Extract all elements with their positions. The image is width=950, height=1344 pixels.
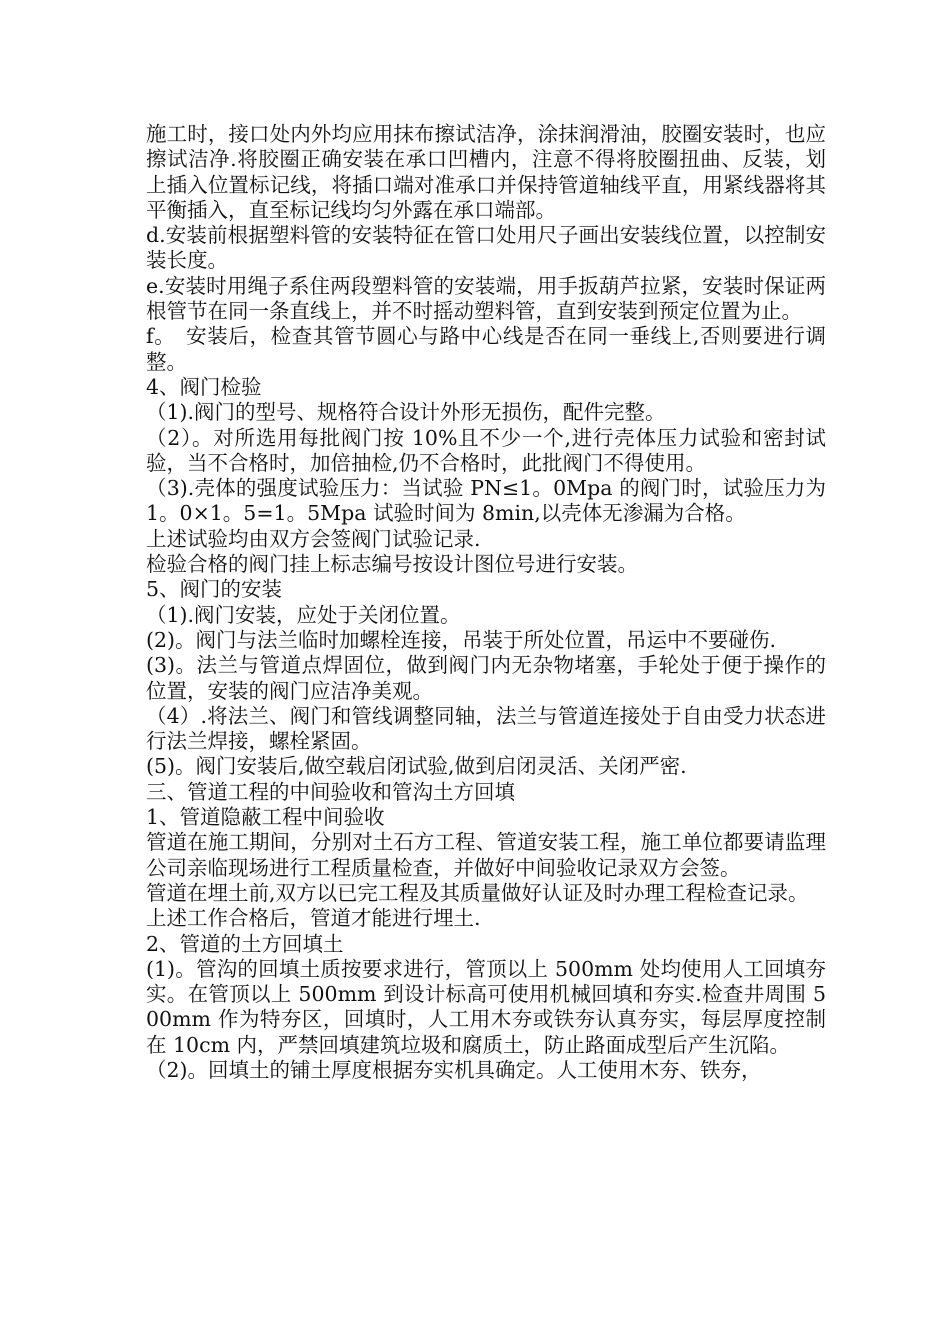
heading-section-three: 三、管道工程的中间验收和管沟土方回填 xyxy=(146,779,515,804)
paragraph-acceptance-qualified: 上述工作合格后，管道才能进行埋土. xyxy=(146,906,481,931)
paragraph-acceptance-before-backfill: 管道在埋土前,双方以已完工程及其质量做好认证及时办理工程检查记录。 xyxy=(146,880,809,905)
document-body xyxy=(146,122,826,1083)
paragraph-valve-test-record: 上述试验均由双方会签阀门试验记录. xyxy=(146,526,481,551)
paragraph-valve-tagging: 检验合格的阀门挂上标志编号按设计图位号进行安装。 xyxy=(146,552,638,577)
paragraph-valve-inspection-2: （2）。对所选用每批阀门按 10%且不少一个,进行壳体压力试验和密封试验，当不合格时，加倍抽检,仍不合格时，此批阀门不得使用。 xyxy=(146,425,826,475)
paragraph-step-f: f。 安装后，检查其管节圆心与路中心线是否在同一垂线上,否则要进行调整。 xyxy=(146,324,826,374)
paragraph-valve-inspection-3: （3).壳体的强度试验压力：当试验 PN≤1。0Mpa 的阀门时，试验压力为 1。0×1。5=1。5Mpa 试验时间为 8min,以壳体无渗漏为合格。 xyxy=(146,476,826,526)
heading-valve-installation: 5、阀门的安装 xyxy=(146,577,283,602)
heading-earth-backfill: 2、管道的土方回填土 xyxy=(146,931,344,956)
paragraph-valve-installation-1: （1).阀门安装，应处于关闭位置。 xyxy=(146,602,461,627)
paragraph-valve-installation-2: (2)。阀门与法兰临时加螺栓连接，吊装于所处位置，吊运中不要碰伤. xyxy=(146,627,777,652)
paragraph-valve-installation-4: （4）.将法兰、阀门和管线调整同轴，法兰与管道连接处于自由受力状态进行法兰焊接，螺栓紧固。 xyxy=(146,703,826,754)
heading-valve-inspection: 4、阀门检验 xyxy=(146,374,262,399)
paragraph-acceptance-inspection: 管道在施工期间，分别对土石方工程、管道安装工程，施工单位都要请监理公司亲临现场进行工程质量检查，并做好中间验收记录双方会签。 xyxy=(146,830,826,880)
paragraph-backfill-2: （2)。回填土的铺土厚度根据夯实机具确定。人工使用木夯、铁夯， xyxy=(146,1057,762,1082)
paragraph-valve-installation-5: (5)。阀门安装后,做空载启闭试验,做到启闭灵活、关闭严密. xyxy=(146,754,687,779)
paragraph-pipe-joint-cleaning: 施工时，接口处内外均应用抹布擦试洁净，涂抹润滑油，胶圈安装时，也应擦试洁净.将胶圈正确安装在承口凹槽内，注意不得将胶圈扭曲、反装，划上插入位置标记线，将插口端对准承口并保持管道轴线平直，用紧线器将其平衡插入，直至标记线均匀外露在承口端部。 xyxy=(146,122,826,222)
paragraph-backfill-1: (1)。管沟的回填土质按要求进行，管顶以上 500mm 处均使用人工回填夯实。在管顶以上 500mm 到设计标高可使用机械回填和夯实.检查井周围 500mm 作为特夯区，回填时，人工用木夯或铁夯认真夯实，每层厚度控制在 10cm 内，严禁回填建筑垃圾和腐质土，防止路面成型后产生沉陷。 xyxy=(146,956,826,1057)
paragraph-valve-installation-3: (3)。法兰与管道点焊固位，做到阀门内无杂物堵塞，手轮处于便于操作的位置，安装的阀门应洁净美观。 xyxy=(146,653,826,703)
paragraph-valve-inspection-1: （1).阀门的型号、规格符合设计外形无损伤，配件完整。 xyxy=(146,400,666,425)
paragraph-step-d: d.安装前根据塑料管的安装特征在管口处用尺子画出安装线位置，以控制安装长度。 xyxy=(146,223,826,273)
heading-hidden-works-acceptance: 1、管道隐蔽工程中间验收 xyxy=(146,805,385,830)
paragraph-step-e: e.安装时用绳子系住两段塑料管的安装端，用手扳葫芦拉紧，安装时保证两根管节在同一条直线上，并不时摇动塑料管，直到安装到预定位置为止。 xyxy=(146,273,826,324)
